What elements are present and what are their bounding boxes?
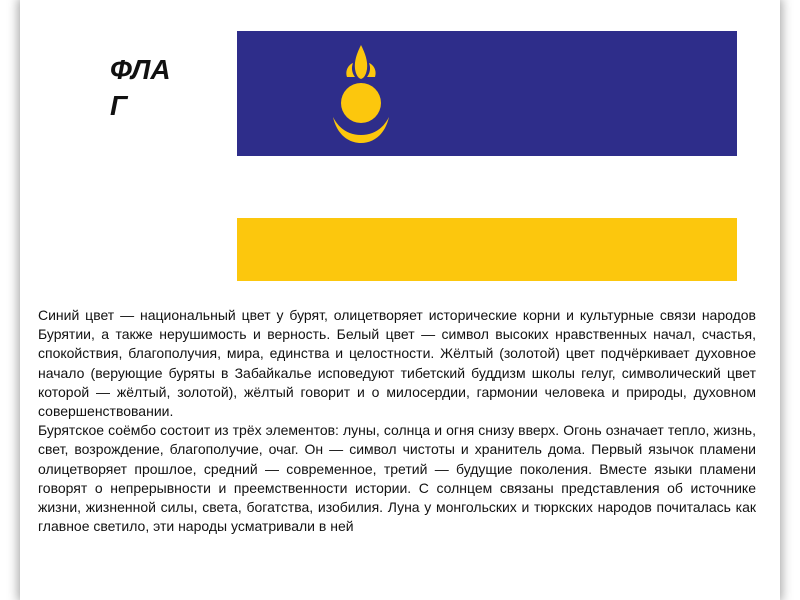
flag-white-stripe — [237, 156, 737, 218]
paragraph-soyombo: Бурятское соёмбо состоит из трёх элементов: луны, солнца и огня снизу вверх. Огонь означает тепло, жизнь, свет, возрождение, благополучие, очаг. Он — символ чистоты и хранитель дома. Первый язычок пламени олицетворяет прошлое, средний — современное, третий — будущие поколения. Вместе языки пламени говорят о непрерывности и преемственности истории. С солнцем связаны представления об источнике жизни, жизненной силы, света, богатства, изобилия. Луна у монгольских и тюркских народов почиталась как главное светило, эти народы усматривали в ней — [38, 422, 756, 535]
flame-right — [367, 63, 376, 77]
flag-yellow-stripe — [237, 218, 737, 281]
buryatia-flag — [237, 31, 737, 281]
soyombo-icon — [321, 37, 401, 147]
sun-disc — [341, 83, 381, 123]
flame-left — [346, 63, 355, 77]
slide-title: ФЛАГ — [110, 54, 171, 121]
description-text — [38, 306, 756, 600]
paragraph-colors: Синий цвет — национальный цвет у бурят, олицетворяет исторические корни и культурные связи народов Бурятии, а также нерушимость и верность. Белый цвет — символ высоких нравственных начал, счастья, спокойствия, благополучия, мира, единства и целостности. Жёлтый (золотой) цвет подчёркивает духовное начало (верующие буряты в Забайкалье исповедуют тибетский буддизм школы гелуг, символический цвет которой — жёлтый, золотой), жёлтый говорит и о милосердии, гармонии человека и природы, духовном совершенствовании. — [38, 307, 756, 420]
flag-blue-stripe — [237, 31, 737, 156]
flame-middle — [355, 45, 367, 79]
